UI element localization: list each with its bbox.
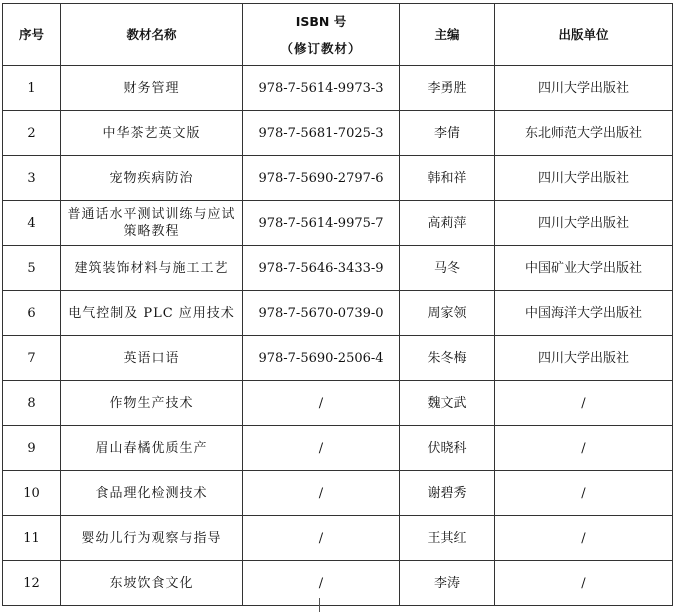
cell-no: 1 [3,66,61,111]
table-divider-tail [319,598,320,612]
cell-isbn: / [243,516,400,561]
cell-name: 中华茶艺英文版 [61,111,243,156]
table-body [3,66,673,606]
cell-publisher: / [495,471,673,516]
table-row [3,426,673,471]
header-row [3,4,673,66]
table-row [3,561,673,606]
header-isbn-label: ISBN 号 [295,13,347,29]
cell-publisher: / [495,426,673,471]
cell-name: 建筑装饰材料与施工工艺 [61,246,243,291]
cell-no: 5 [3,246,61,291]
cell-editor: 伏晓科 [400,426,495,471]
header-editor: 主编 [400,4,495,66]
cell-name: 英语口语 [61,336,243,381]
cell-editor: 马冬 [400,246,495,291]
table-row [3,516,673,561]
cell-publisher: 四川大学出版社 [495,156,673,201]
header-isbn [243,4,400,66]
cell-no: 2 [3,111,61,156]
cell-publisher: 中国矿业大学出版社 [495,246,673,291]
table-row [3,156,673,201]
cell-no: 6 [3,291,61,336]
cell-no: 12 [3,561,61,606]
cell-no: 3 [3,156,61,201]
cell-editor: 谢碧秀 [400,471,495,516]
cell-name: 普通话水平测试训练与应试策略教程 [61,201,243,246]
header-publisher: 出版单位 [495,4,673,66]
table-row [3,336,673,381]
cell-publisher: / [495,516,673,561]
table-row [3,111,673,156]
header-isbn-sub: （修订教材） [280,40,362,56]
cell-isbn: 978-7-5646-3433-9 [243,246,400,291]
cell-name: 作物生产技术 [61,381,243,426]
cell-editor: 李勇胜 [400,66,495,111]
cell-publisher: 中国海洋大学出版社 [495,291,673,336]
cell-editor: 李涛 [400,561,495,606]
cell-name: 食品理化检测技术 [61,471,243,516]
cell-isbn: / [243,471,400,516]
cell-isbn: / [243,426,400,471]
cell-isbn: 978-7-5670-0739-0 [243,291,400,336]
cell-editor: 李倩 [400,111,495,156]
cell-editor: 周家领 [400,291,495,336]
cell-isbn: 978-7-5690-2506-4 [243,336,400,381]
cell-name: 财务管理 [61,66,243,111]
cell-no: 7 [3,336,61,381]
cell-publisher: / [495,381,673,426]
cell-no: 11 [3,516,61,561]
cell-publisher: / [495,561,673,606]
cell-publisher: 四川大学出版社 [495,66,673,111]
cell-editor: 朱冬梅 [400,336,495,381]
table-row [3,471,673,516]
cell-isbn: 978-7-5690-2797-6 [243,156,400,201]
cell-editor: 王其红 [400,516,495,561]
cell-publisher: 东北师范大学出版社 [495,111,673,156]
cell-name: 宠物疾病防治 [61,156,243,201]
table-row [3,246,673,291]
cell-no: 8 [3,381,61,426]
textbook-table [2,3,673,606]
cell-no: 4 [3,201,61,246]
header-no: 序号 [3,4,61,66]
table-row [3,291,673,336]
cell-isbn: / [243,381,400,426]
cell-no: 9 [3,426,61,471]
cell-publisher: 四川大学出版社 [495,201,673,246]
cell-name: 婴幼儿行为观察与指导 [61,516,243,561]
cell-no: 10 [3,471,61,516]
header-name: 教材名称 [61,4,243,66]
cell-name: 电气控制及 PLC 应用技术 [61,291,243,336]
cell-name: 眉山春橘优质生产 [61,426,243,471]
cell-name: 东坡饮食文化 [61,561,243,606]
table-row [3,201,673,246]
table-row [3,381,673,426]
cell-isbn: 978-7-5614-9975-7 [243,201,400,246]
cell-editor: 高莉萍 [400,201,495,246]
table-row [3,66,673,111]
cell-isbn: 978-7-5614-9973-3 [243,66,400,111]
cell-editor: 魏文武 [400,381,495,426]
cell-isbn: / [243,561,400,606]
cell-publisher: 四川大学出版社 [495,336,673,381]
cell-isbn: 978-7-5681-7025-3 [243,111,400,156]
cell-editor: 韩和祥 [400,156,495,201]
